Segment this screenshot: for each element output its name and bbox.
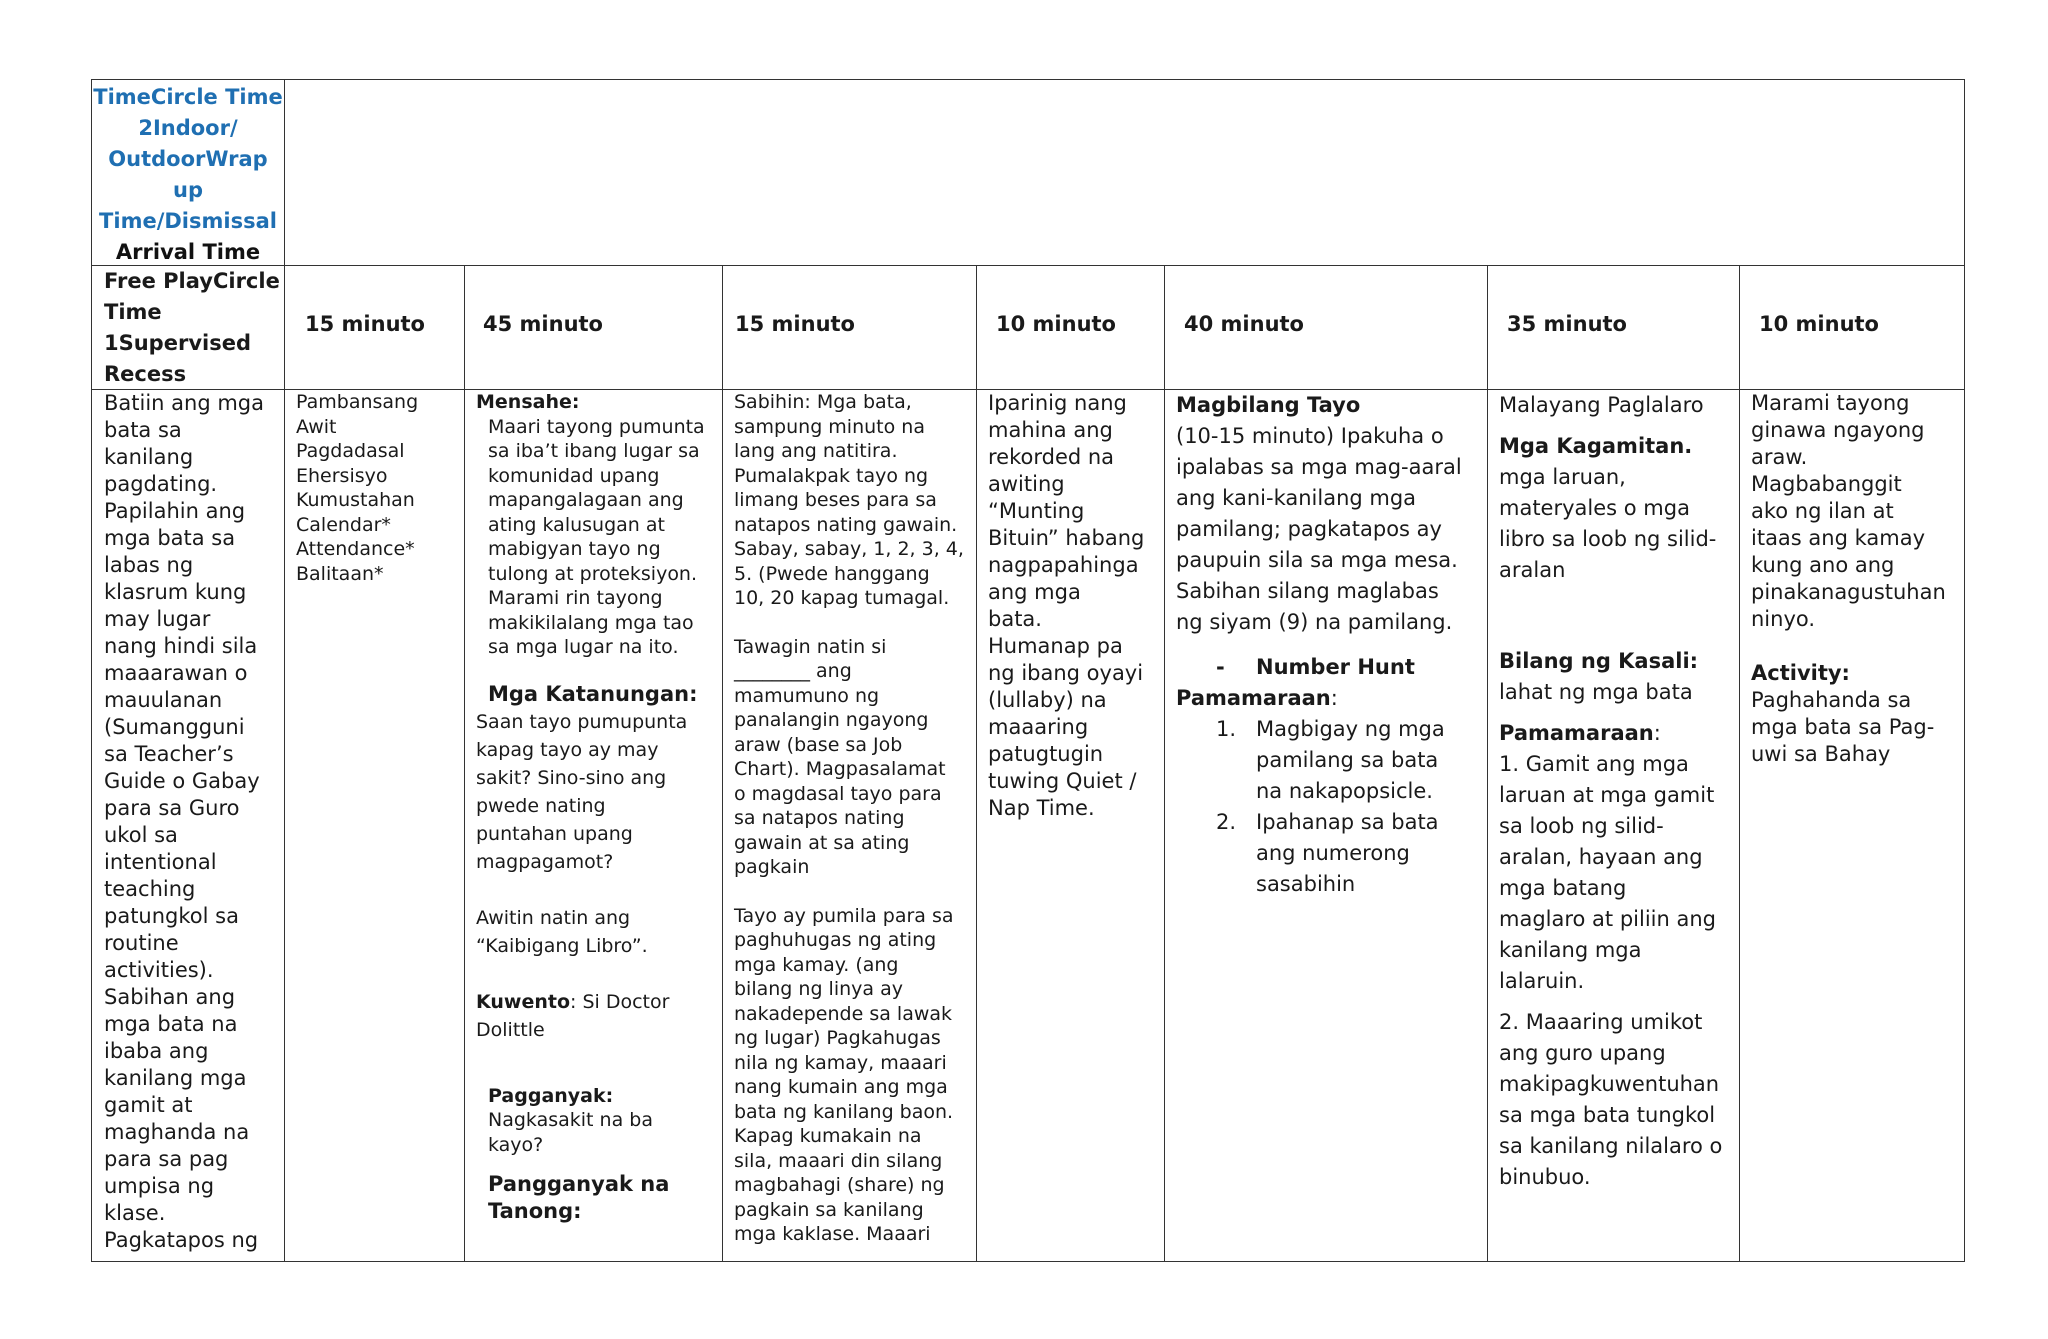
awitin-text	[476, 904, 712, 960]
text-line: ipalabas sa mga mag-aaral	[1176, 455, 1462, 479]
text-line: kung ano ang	[1751, 553, 1895, 577]
text-line: Tayo ay pumila para sa	[734, 904, 954, 927]
text-line: kanilang mga	[1499, 938, 1642, 962]
text-line: maghanda na	[104, 1120, 250, 1144]
counting-content	[1165, 390, 1487, 900]
katanungan-label: Mga Katanungan:	[488, 681, 698, 706]
text-line: sa Teacher’s	[104, 742, 234, 766]
text-line: may lugar	[104, 607, 211, 631]
text-line: Bituin” habang	[988, 526, 1145, 550]
time-label-line: up	[173, 178, 203, 202]
text-line: mga batang	[1499, 876, 1627, 900]
text-line: gawain at sa ating	[734, 831, 910, 854]
colon: :	[1653, 721, 1661, 745]
text-line: maaarawan o	[104, 661, 248, 685]
text-line: klasrum kung	[104, 580, 247, 604]
text-line: Attendance*	[296, 538, 415, 560]
text-line: 1. Gamit ang mga	[1499, 752, 1689, 776]
time-label-line: Time/Dismissal	[99, 209, 277, 233]
text-line: Awitin natin ang	[476, 906, 631, 929]
header-empty-cell	[285, 80, 1966, 265]
duration-cell	[285, 266, 465, 389]
text-line: Batiin ang mga	[104, 391, 265, 415]
katanungan-text	[476, 708, 712, 876]
text-line: gamit at	[104, 1093, 193, 1117]
text-line: labas ng	[104, 553, 194, 577]
text-line: mga laruan,	[1499, 465, 1626, 489]
text-line: Marami tayong	[1751, 391, 1910, 415]
text-line: sila, maaari din silang	[734, 1149, 943, 1172]
text-line: umpisa ng	[104, 1174, 215, 1198]
duration-cell	[1165, 266, 1488, 389]
text-line: pagkain	[734, 856, 810, 878]
text-line: 5. (Pwede hanggang	[734, 562, 930, 585]
text-line: para sa Guro	[104, 796, 240, 820]
text-line: kayo?	[488, 1133, 544, 1156]
text-line: sa mga bata tungkol	[1499, 1103, 1716, 1127]
text-line: Pambansang	[296, 391, 419, 413]
text-line: natapos nating gawain.	[734, 513, 958, 536]
text-line: (lullaby) na	[988, 688, 1107, 712]
free-play-step-1	[1499, 749, 1731, 997]
text-line: tuwing Quiet /	[988, 769, 1137, 793]
text-line: nagpapahinga	[988, 553, 1139, 577]
nap-time-text	[977, 390, 1164, 822]
text-line: mamumuno ng	[734, 684, 880, 707]
text-line: pagdating.	[104, 472, 218, 496]
text-line: puntahan upang	[476, 822, 633, 845]
activity-label-line: Time	[104, 300, 162, 324]
text-line: sa mga lugar na ito.	[488, 636, 679, 658]
free-play-step-2	[1499, 1007, 1731, 1193]
wrap-up-content	[723, 390, 976, 1247]
text-line: 10, 20 kapag tumagal.	[734, 587, 950, 609]
tanong-label	[488, 1171, 712, 1225]
duration-text: 15 minuto	[305, 312, 425, 336]
text-line: bata ng kanilang baon.	[734, 1100, 954, 1123]
text-line: magbahagi (share) ng	[734, 1174, 945, 1196]
text-line: pamilang sa bata	[1256, 748, 1439, 772]
text-line: Magbabanggit	[1751, 472, 1902, 496]
text-line: mapangalagaan ang	[488, 489, 684, 511]
kuwento-label: Kuwento	[476, 990, 571, 1013]
arrival-time-label: Arrival Time	[115, 240, 261, 264]
text-line: Ehersisyo	[296, 464, 388, 487]
step-2	[1176, 807, 1479, 900]
text-line: Saan tayo pumupunta	[476, 710, 688, 733]
text-line: nang kumain ang mga	[734, 1076, 948, 1098]
text-line: limang beses para sa	[734, 489, 937, 511]
text-line: sa loob ng silid-	[1499, 814, 1664, 838]
text-line: itaas ang kamay	[1751, 526, 1926, 550]
text-line: mabigyan tayo ng	[488, 538, 661, 560]
text-line: sa iba’t ibang lugar sa	[488, 440, 700, 462]
text-line: ako ng ilan at	[1751, 499, 1894, 523]
text-line: Nagkasakit na ba	[488, 1109, 653, 1131]
text-line: bilang ng linya ay	[734, 978, 903, 1000]
dismissal-cell	[1740, 390, 1964, 1261]
text-line: uwi sa Bahay	[1751, 742, 1891, 766]
duration-row	[92, 266, 1964, 390]
kuwento-text	[476, 988, 712, 1044]
wrap-up-p2	[734, 635, 966, 880]
text-line: Chart). Magpasalamat	[734, 758, 946, 780]
duration-cell	[1488, 266, 1740, 389]
text-line: pagkain sa kanilang	[734, 1198, 924, 1221]
text-line: sa kanilang nilalaro o	[1499, 1134, 1723, 1158]
row-label-cell	[92, 80, 285, 265]
text-line: pwede nating	[476, 794, 606, 817]
text-line: mga bata sa Pag-	[1751, 715, 1935, 739]
text-line: “Munting	[988, 499, 1085, 523]
text-line: Guide o Gabay	[104, 769, 260, 793]
text-line: ninyo.	[1751, 607, 1816, 631]
message-cell	[465, 390, 723, 1261]
kuwento-title: : Si Doctor	[570, 990, 670, 1013]
activity-text	[1751, 687, 1954, 768]
text-line: mga kaklase. Maaari	[734, 1223, 931, 1245]
content-row	[92, 390, 1964, 1261]
number-hunt-item	[1176, 652, 1479, 683]
duration-cell	[1740, 266, 1964, 389]
mensahe-text	[476, 415, 712, 660]
text-line: ng ibang oyayi	[988, 661, 1144, 685]
text-line: Marami rin tayong	[488, 587, 663, 609]
text-line: intentional	[104, 850, 217, 874]
text-line: sa natapos nating	[734, 807, 905, 829]
text-line: (10-15 minuto) Ipakuha o	[1176, 424, 1444, 448]
circle-time-list	[285, 390, 464, 586]
text-line: Calendar*	[296, 513, 391, 536]
nap-time-cell	[977, 390, 1165, 1261]
text-line: Nap Time.	[988, 796, 1095, 820]
text-line: kanilang	[104, 445, 194, 469]
duration-text: 10 minuto	[1759, 312, 1879, 336]
duration-text: 15 minuto	[735, 312, 855, 336]
activity-label-line: 1Supervised	[104, 331, 251, 355]
text-line: sasabihin	[1256, 872, 1356, 896]
text-line: ibaba ang	[104, 1039, 209, 1063]
activity-heading: Activity:	[1751, 661, 1850, 685]
arrival-cell	[92, 390, 285, 1261]
mensahe-label: Mensahe:	[476, 391, 580, 413]
text-line: patungkol sa	[104, 904, 239, 928]
duration-cell	[977, 266, 1165, 389]
kasali-label: Bilang ng Kasali:	[1499, 649, 1699, 673]
text-line: rekorded na	[988, 445, 1115, 469]
free-play-content	[1488, 390, 1739, 1193]
wrap-up-p3	[734, 904, 966, 1247]
text-line: Dolittle	[476, 1018, 545, 1041]
text-line: Pangganyak na	[488, 1172, 670, 1196]
time-label-line: 2Indoor/	[138, 116, 238, 140]
text-line: ang mga	[988, 580, 1081, 604]
pagganyak-label: Pagganyak:	[488, 1084, 614, 1107]
text-line: binubuo.	[1499, 1165, 1591, 1189]
text-line: ng lugar) Pagkahugas	[734, 1027, 941, 1049]
text-line: teaching	[104, 877, 196, 901]
text-line: paupuin sila sa mga mesa.	[1176, 548, 1458, 572]
activity-label-line: Free PlayCircle	[104, 269, 280, 293]
text-line: mahina ang	[988, 418, 1113, 442]
text-line: materyales o mga	[1499, 496, 1690, 520]
text-line: kanilang mga	[104, 1066, 247, 1090]
text-line: para sa pag	[104, 1147, 229, 1171]
text-line: makikilalang mga tao	[488, 611, 694, 634]
kasali-text: lahat ng mga bata	[1499, 680, 1693, 704]
text-line: ________ ang	[734, 660, 852, 682]
text-line: “Kaibigang Libro”.	[476, 934, 648, 957]
text-line: bata.	[988, 607, 1042, 631]
text-line: nakadepende sa lawak	[734, 1002, 953, 1025]
schedule-table	[91, 79, 1965, 1262]
text-line: bata sa	[104, 418, 182, 442]
duration-text: 10 minuto	[996, 312, 1116, 336]
step-number: 2.	[1216, 810, 1237, 834]
text-line: Magbigay ng mga	[1256, 717, 1445, 741]
text-line: klase.	[104, 1201, 166, 1225]
text-line: nila ng kamay, maaari	[734, 1051, 947, 1074]
text-line: araw.	[1751, 445, 1808, 469]
text-line: paghuhugas ng ating	[734, 929, 937, 951]
text-line: activities).	[104, 958, 214, 982]
number-hunt-label: Number Hunt	[1256, 655, 1415, 679]
dismissal-content	[1740, 390, 1964, 768]
text-line: nang hindi sila	[104, 634, 258, 658]
text-line: Sabay, sabay, 1, 2, 3, 4,	[734, 538, 964, 560]
free-play-cell	[1488, 390, 1740, 1261]
header-row	[92, 80, 1964, 266]
text-line: Pumalakpak tayo ng	[734, 464, 929, 487]
wrap-up-p1	[734, 390, 966, 611]
counting-cell	[1165, 390, 1488, 1261]
free-play-title: Malayang Paglalaro	[1499, 393, 1704, 417]
circle-time-cell	[285, 390, 465, 1261]
text-line: (Sumangguni	[104, 715, 245, 739]
text-line: Tawagin natin si	[734, 635, 887, 658]
text-line: libro sa loob ng silid-	[1499, 527, 1717, 551]
counting-title: Magbilang Tayo	[1176, 393, 1361, 417]
duration-text: 40 minuto	[1184, 312, 1304, 336]
text-line: mauulanan	[104, 688, 223, 712]
text-line: araw (base sa Job	[734, 733, 903, 756]
time-label-line: OutdoorWrap	[108, 147, 268, 171]
text-line: Papilahin ang	[104, 499, 246, 523]
text-line: komunidad upang	[488, 464, 660, 487]
text-line: Pagdadasal	[296, 440, 405, 462]
pagganyak-block	[476, 1084, 712, 1226]
dismissal-p1	[1751, 390, 1954, 633]
step-1	[1176, 714, 1479, 807]
duration-text: 45 minuto	[483, 312, 603, 336]
time-label-line: TimeCircle Time	[93, 85, 283, 109]
wrap-up-cell	[723, 390, 977, 1261]
text-line: Kumustahan	[296, 489, 415, 511]
text-line: routine	[104, 931, 179, 955]
text-line: magpagamot?	[476, 850, 614, 873]
text-line: pinakanagustuhan	[1751, 580, 1946, 604]
text-line: ating kalusugan at	[488, 513, 665, 536]
text-line: sampung minuto na	[734, 415, 925, 438]
text-line: na nakapopsicle.	[1256, 779, 1433, 803]
text-line: laruan at mga gamit	[1499, 783, 1715, 807]
activity-label	[92, 266, 284, 389]
text-line: Balitaan*	[296, 562, 384, 585]
step-number: 1.	[1216, 717, 1237, 741]
text-line: panalangin ngayong	[734, 709, 929, 731]
kagamitan-text	[1499, 462, 1731, 586]
text-line: Paghahanda sa	[1751, 688, 1912, 712]
text-line: 2. Maaaring umikot	[1499, 1010, 1703, 1034]
message-content	[465, 390, 722, 1225]
pamamaraan-label: Pamamaraan	[1176, 686, 1331, 710]
duration-cell	[723, 266, 977, 389]
text-line: Sabihan ang	[104, 985, 236, 1009]
text-line: ang guro upang	[1499, 1041, 1666, 1065]
text-line: aralan, hayaan ang	[1499, 845, 1703, 869]
text-line: makipagkuwentuhan	[1499, 1072, 1720, 1096]
counting-intro	[1176, 421, 1479, 638]
text-line: lang ang natitira.	[734, 440, 898, 462]
colon: :	[1330, 686, 1338, 710]
text-line: awiting	[988, 472, 1065, 496]
text-line: mga kamay. (ang	[734, 953, 899, 976]
text-line: mga bata na	[104, 1012, 238, 1036]
text-line: mga bata sa	[104, 526, 236, 550]
text-line: Kapag kumakain na	[734, 1125, 922, 1147]
text-line: Sabihan silang maglabas	[1176, 579, 1439, 603]
text-line: ginawa ngayong	[1751, 418, 1925, 442]
text-line: Humanap pa	[988, 634, 1123, 658]
kagamitan-label: Mga Kagamitan.	[1499, 434, 1693, 458]
text-line: maglaro at piliin ang	[1499, 907, 1716, 931]
text-line: ang numerong	[1256, 841, 1410, 865]
activity-label-line: Recess	[104, 362, 187, 386]
time-label	[92, 80, 284, 265]
duration-text: 35 minuto	[1507, 312, 1627, 336]
duration-cell	[465, 266, 723, 389]
text-line: maaaring	[988, 715, 1089, 739]
text-line: Tanong:	[488, 1199, 582, 1223]
text-line: ang kani-kanilang mga	[1176, 486, 1417, 510]
arrival-text	[92, 390, 284, 1254]
row-label-cell	[92, 266, 285, 389]
text-line: lalaruin.	[1499, 969, 1585, 993]
text-line: ukol sa	[104, 823, 178, 847]
text-line: Pagkatapos ng	[104, 1228, 259, 1252]
text-line: sakit? Sino-sino ang	[476, 766, 667, 789]
text-line: aralan	[1499, 558, 1566, 582]
text-line: Ipahanap sa bata	[1256, 810, 1439, 834]
bullet-dash: -	[1216, 655, 1225, 679]
text-line: o magdasal tayo para	[734, 782, 942, 805]
pamamaraan-label: Pamamaraan	[1499, 721, 1654, 745]
text-line: patugtugin	[988, 742, 1104, 766]
text-line: Iparinig nang	[988, 391, 1127, 415]
text-line: kapag tayo ay may	[476, 738, 659, 761]
text-line: tulong at proteksiyon.	[488, 562, 698, 585]
text-line: Maari tayong pumunta	[488, 415, 705, 438]
text-line: pamilang; pagkatapos ay	[1176, 517, 1442, 541]
text-line: Awit	[296, 415, 337, 438]
text-line: Sabihin: Mga bata,	[734, 391, 912, 413]
text-line: ng siyam (9) na pamilang.	[1176, 610, 1453, 634]
